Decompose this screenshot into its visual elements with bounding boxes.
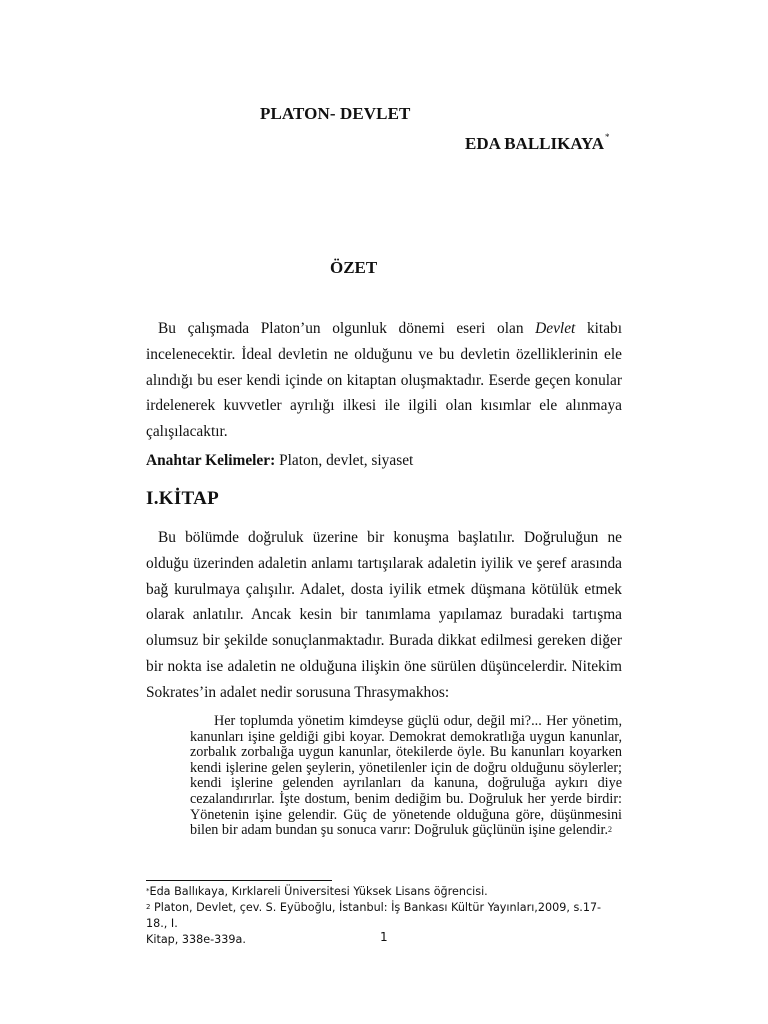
footnote-separator: [146, 880, 332, 881]
block-quote: [190, 714, 622, 839]
page-number: 1: [380, 930, 388, 944]
abstract-text: kitabı: [575, 320, 623, 337]
quote-line: kendi işlerine gelenden ayrılanları da kanuna, doğruluğa aykırı diye: [190, 775, 622, 792]
footnote-marker: 2: [146, 903, 151, 911]
abstract-line: irdelenerek kuvvetler ayrılığı ilkesi ile ilgili olan kısımlar ele alınmaya: [146, 397, 622, 415]
quote-footnote-ref: 2: [608, 825, 613, 835]
author-footnote-marker: *: [605, 132, 610, 142]
author-name: [465, 134, 610, 154]
abstract-line: çalışılacaktır.: [146, 423, 228, 441]
section-line: olumsuz bir şekilde sonuçlanmaktadır. Burada dikkat edilmesi gereken diğer: [146, 632, 622, 650]
quote-line: kendi işlerine gelen şeylerin, yönetilenler için de doğru olduğunu söylerler;: [190, 759, 622, 776]
quote-line-text: bilen bir adam bundan şu sonuca varır: Doğruluk güçlünün işine gelendir.: [190, 822, 609, 839]
keywords-value: Platon, devlet, siyaset: [275, 452, 414, 469]
quote-line: cezalandırırlar. İşte dostum, benim dediğim bu. Doğruluk her yerde birdir:: [190, 790, 622, 807]
section-line: bir nokta ise adaletin ne olduğuna ilişkin öne sürülen düşüncelerdir. Nitekim: [146, 657, 622, 675]
quote-line: kanunları işine geldiği gibi koyar. Demokrat demokratlığa uygun kanunlar,: [190, 728, 622, 745]
footnote-2-continued: Kitap, 338e-339a.: [146, 933, 246, 946]
section-line: olduğu üzerinden adaletin anlamı tartışılarak adaletin iyilik ve şeref arasında: [146, 554, 622, 572]
section-line: olarak anlatılır. Ancak kesin bir tanımlama yapılamaz buradaki tartışma: [146, 606, 622, 624]
book-title-italic: Devlet: [535, 320, 576, 337]
quote-line: Her toplumda yönetim kimdeyse güçlü odur, değil mi?... Her yönetim,: [214, 713, 622, 729]
section-line: Bu bölümde doğruluk üzerine bir konuşma başlatılır. Doğruluğun ne: [158, 529, 622, 546]
abstract-line: alındığı bu eser kendi içinde on kitaptan oluşmaktadır. Eserde geçen konular: [146, 371, 622, 389]
abstract-line: [146, 316, 622, 342]
section-heading: I.KİTAP: [146, 488, 220, 509]
footnote-text: Platon, Devlet, çev. S. Eyüboğlu, İstanbul: İş Bankası Kültür Yayınları,2009, s.17-18., I.: [146, 901, 602, 930]
footnote-1: [146, 884, 622, 900]
keywords-label: Anahtar Kelimeler:: [146, 452, 276, 469]
quote-line: Yönetenin işine gelendir. Güç de yönetende olduğuna göre, düşünmesini: [190, 806, 622, 823]
abstract-paragraph: [146, 316, 622, 445]
footnote-2: [146, 900, 622, 932]
section-line: Sokrates’in adalet nedir sorusuna Thrasymakhos:: [146, 683, 450, 701]
abstract-text: Bu çalışmada Platon’un olgunluk dönemi eseri olan: [158, 320, 536, 337]
footnote-text: Eda Ballıkaya, Kırklareli Üniversitesi Yüksek Lisans öğrencisi.: [149, 885, 488, 898]
quote-line: zorbalık zorbalığa uygun kanunlar, ötekilerde öyle. Bu kanunları koyarken: [190, 744, 622, 761]
footnote-marker: *: [146, 887, 150, 895]
keywords-line: [146, 452, 413, 470]
quote-line: [190, 823, 622, 839]
section-paragraph: [146, 525, 622, 706]
abstract-line: incelenecektir. İdeal devletin ne olduğunu ve bu devletin özelliklerinin ele: [146, 345, 622, 363]
author-name-text: EDA BALLIKAYA: [465, 134, 605, 153]
document-title: PLATON- DEVLET: [260, 104, 411, 123]
summary-heading: ÖZET: [330, 258, 378, 277]
section-line: bağ kurulmaya çalışılır. Adalet, dosta iyilik etmek düşmana kötülük etmek: [146, 580, 622, 598]
